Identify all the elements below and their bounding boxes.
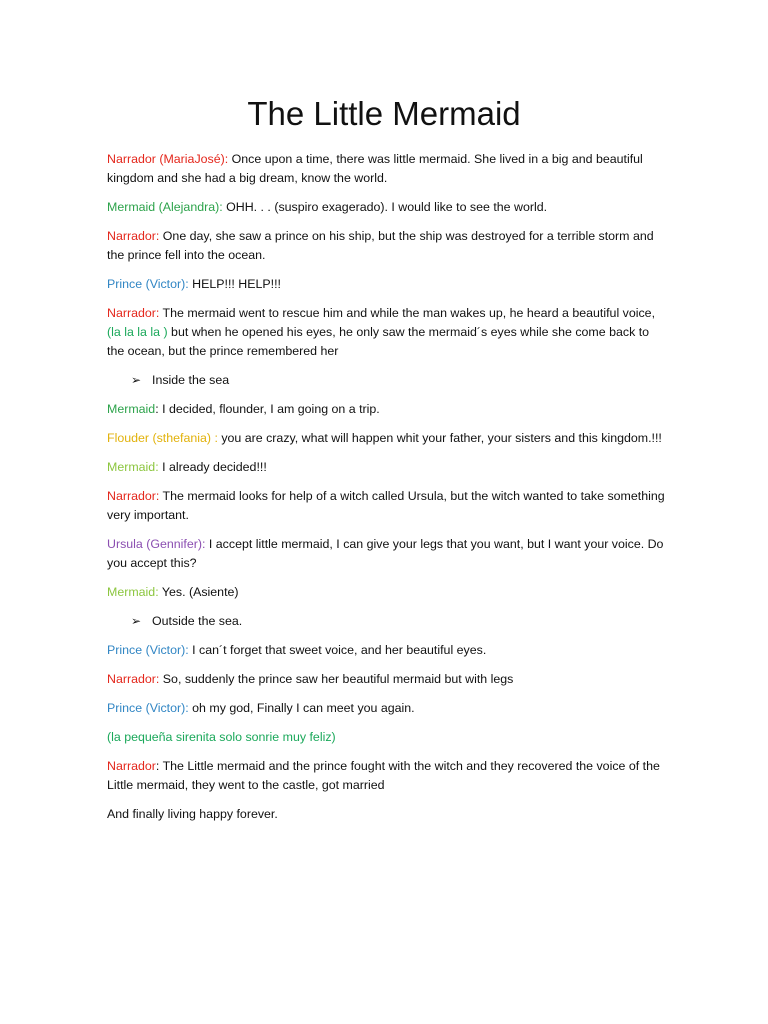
- dialogue-text: : I decided, flounder, I am going on a trip.: [155, 402, 380, 416]
- speaker-label: Narrador:: [107, 672, 160, 686]
- speaker-label: Mermaid:: [107, 585, 159, 599]
- dialogue-text: The mermaid looks for help of a witch called Ursula, but the witch wanted to take something very important.: [107, 489, 665, 522]
- script-body: [107, 150, 667, 834]
- speaker-label: Ursula (Gennifer):: [107, 537, 206, 551]
- dialogue-text: OHH. . . (suspiro exagerado). I would like to see the world.: [222, 200, 548, 214]
- script-line: [107, 275, 667, 294]
- dialogue-text: you are crazy, what will happen whit your father, your sisters and this kingdom.!!!: [217, 431, 662, 445]
- speaker-label: Narrador:: [107, 306, 160, 320]
- stage-direction: [107, 728, 667, 747]
- speaker-label: Prince (Victor):: [107, 277, 189, 291]
- speaker-label: Narrador: [107, 759, 156, 773]
- dialogue-text: but when he opened his eyes, he only saw the mermaid´s eyes while she come back to the ocean, but the prince remembered her: [107, 325, 650, 358]
- dialogue-text: HELP!!! HELP!!!: [188, 277, 281, 291]
- dialogue-text: The mermaid went to rescue him and while the man wakes up, he heard a beautiful voice,: [159, 306, 656, 320]
- document-title: The Little Mermaid: [247, 95, 521, 132]
- scene-heading-text: Outside the sea.: [152, 614, 243, 628]
- arrowhead-bullet-icon: ➢: [131, 614, 142, 628]
- dialogue-text: : The Little mermaid and the prince fought with the witch and they recovered the voice of the Little mermaid, they went to the castle, got married: [107, 759, 660, 792]
- dialogue-text: I accept little mermaid, I can give your legs that you want, but I want your voice. Do you accept this?: [107, 537, 664, 570]
- speaker-label: Mermaid: [107, 402, 156, 416]
- speaker-label: Mermaid:: [107, 460, 159, 474]
- script-line: [107, 641, 667, 660]
- script-line: [107, 198, 667, 217]
- script-line: [107, 429, 667, 448]
- speaker-label: Flouder (sthefania) :: [107, 431, 218, 445]
- aside-text: (la pequeña sirenita solo sonrie muy feliz): [107, 730, 336, 744]
- speaker-label: Prince (Victor):: [107, 701, 189, 715]
- script-line: [107, 400, 667, 419]
- speaker-label: Narrador:: [107, 489, 160, 503]
- dialogue-text: And finally living happy forever.: [107, 807, 278, 821]
- inline-aside: (la la la la ): [107, 325, 168, 339]
- dialogue-text: Yes. (Asiente): [158, 585, 239, 599]
- dialogue-text: So, suddenly the prince saw her beautiful mermaid but with legs: [159, 672, 514, 686]
- script-line: [107, 583, 667, 602]
- scene-heading: [107, 371, 667, 390]
- arrowhead-bullet-icon: ➢: [131, 373, 142, 387]
- script-line: [107, 150, 667, 188]
- dialogue-text: One day, she saw a prince on his ship, but the ship was destroyed for a terrible storm and the prince fell into the ocean.: [107, 229, 654, 262]
- script-line: [107, 757, 667, 795]
- script-line: [107, 487, 667, 525]
- script-line: [107, 304, 667, 361]
- speaker-label: Narrador:: [107, 229, 160, 243]
- dialogue-text: oh my god, Finally I can meet you again.: [188, 701, 415, 715]
- script-line: [107, 670, 667, 689]
- script-line: [107, 458, 667, 477]
- closing-line: [107, 805, 667, 824]
- dialogue-text: Once upon a time, there was little mermaid. She lived in a big and beautiful kingdom and she had a big dream, know the world.: [107, 152, 643, 185]
- dialogue-text: I can´t forget that sweet voice, and her beautiful eyes.: [188, 643, 487, 657]
- scene-heading: [107, 612, 667, 631]
- speaker-label: Mermaid (Alejandra):: [107, 200, 223, 214]
- script-line: [107, 699, 667, 718]
- dialogue-text: I already decided!!!: [158, 460, 267, 474]
- speaker-label: Narrador (MariaJosé):: [107, 152, 229, 166]
- speaker-label: Prince (Victor):: [107, 643, 189, 657]
- script-line: [107, 535, 667, 573]
- script-line: [107, 227, 667, 265]
- scene-heading-text: Inside the sea: [152, 373, 230, 387]
